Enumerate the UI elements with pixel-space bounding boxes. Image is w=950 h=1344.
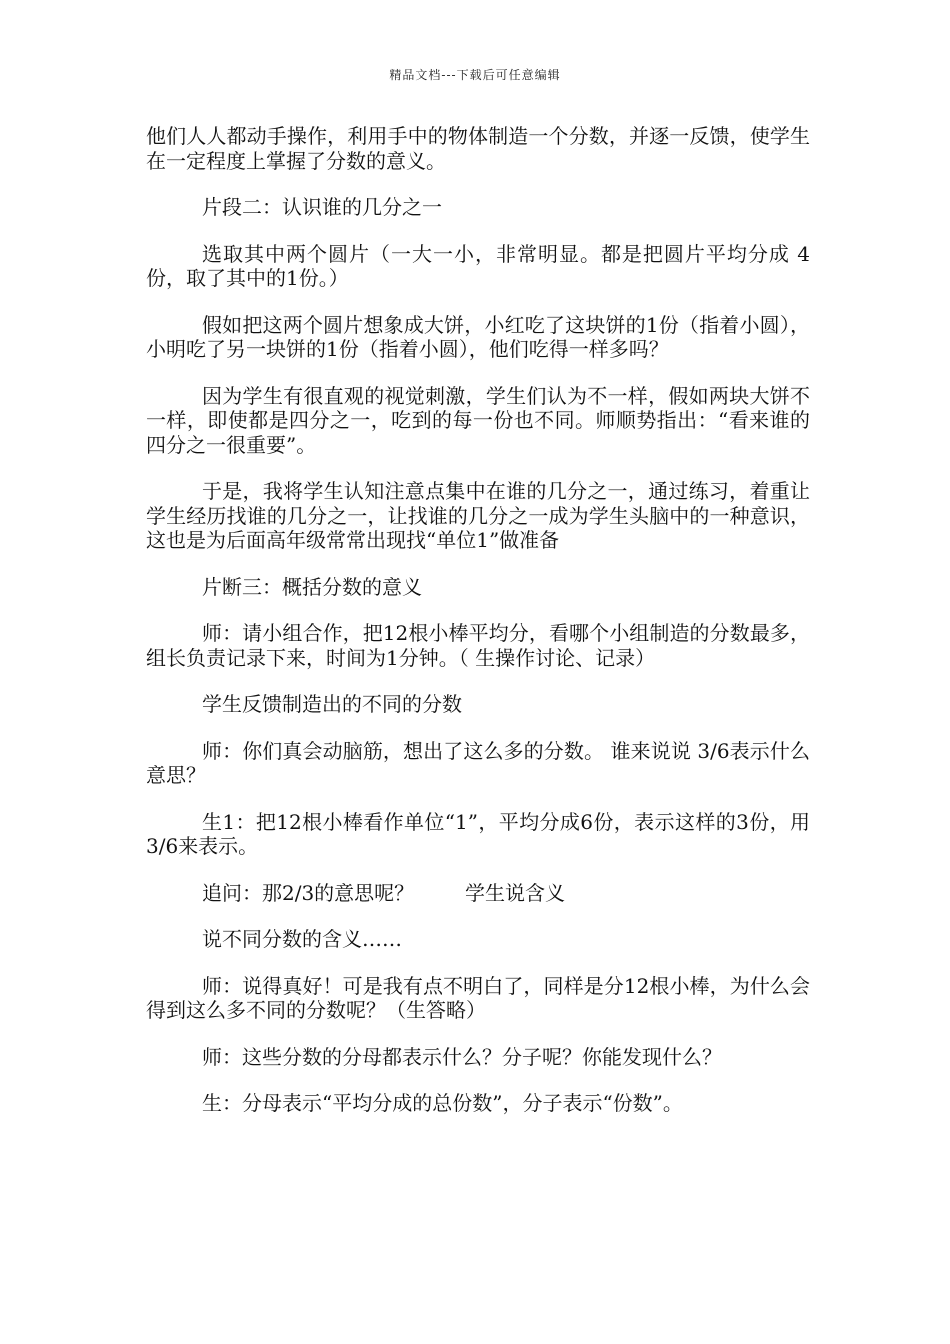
section-heading-2: 片段二：认识谁的几分之一 [202, 195, 442, 219]
paragraph: 生：分母表示“平均分成的总份数”，分子表示“份数”。 [202, 1091, 683, 1115]
paragraph: 师：说得真好！可是我有点不明白了，同样是分12根小棒，为什么会得到这么多不同的分数呢？（生答略） [146, 973, 810, 1022]
paragraph: 说不同分数的含义…… [202, 927, 402, 951]
paragraph: 追问：那2/3的意思呢？ 学生说含义 [202, 880, 566, 905]
paragraph: 生1：把12根小棒看作单位“1”，平均分成6份，表示这样的3份，用3/6来表示。 [146, 809, 810, 858]
section-heading-3: 片断三：概括分数的意义 [202, 574, 422, 599]
paragraph: 师：这些分数的分母都表示什么？分子呢？你能发现什么？ [202, 1044, 722, 1069]
paragraph: 师：你们真会动脑筋，想出了这么多的分数。 谁来说说 3/6表示什么意思？ [146, 738, 810, 787]
paragraph-intro: 他们人人都动手操作，利用手中的物体制造一个分数，并逐一反馈，使学生在一定程度上掌握了分数的意义。 [146, 124, 810, 173]
document-body [146, 124, 810, 1138]
paragraph: 于是，我将学生认知注意点集中在谁的几分之一，通过练习，着重让学生经历找谁的几分之一，让找谁的几分之一成为学生头脑中的一种意识，这也是为后面高年级常常出现找“单位1”做准备 [146, 479, 810, 552]
paragraph: 学生反馈制造出的不同的分数 [202, 692, 462, 716]
page-header: 精品文档---下载后可任意编辑 [389, 68, 561, 82]
paragraph: 师：请小组合作，把12根小棒平均分，看哪个小组制造的分数最多，组长负责记录下来，时间为1分钟。（ 生操作讨论、记录） [146, 621, 810, 670]
paragraph: 假如把这两个圆片想象成大饼，小红吃了这块饼的1份（指着小圆），小明吃了另一块饼的1份（指着小圆），他们吃得一样多吗？ [146, 312, 810, 361]
paragraph: 选取其中两个圆片（一大一小，非常明显。都是把圆片平均分成 4份，取了其中的1份。） [146, 241, 810, 290]
paragraph: 因为学生有很直观的视觉刺激，学生们认为不一样，假如两块大饼不一样，即使都是四分之一，吃到的每一份也不同。师顺势指出：“看来谁的四分之一很重要”。 [146, 383, 810, 457]
